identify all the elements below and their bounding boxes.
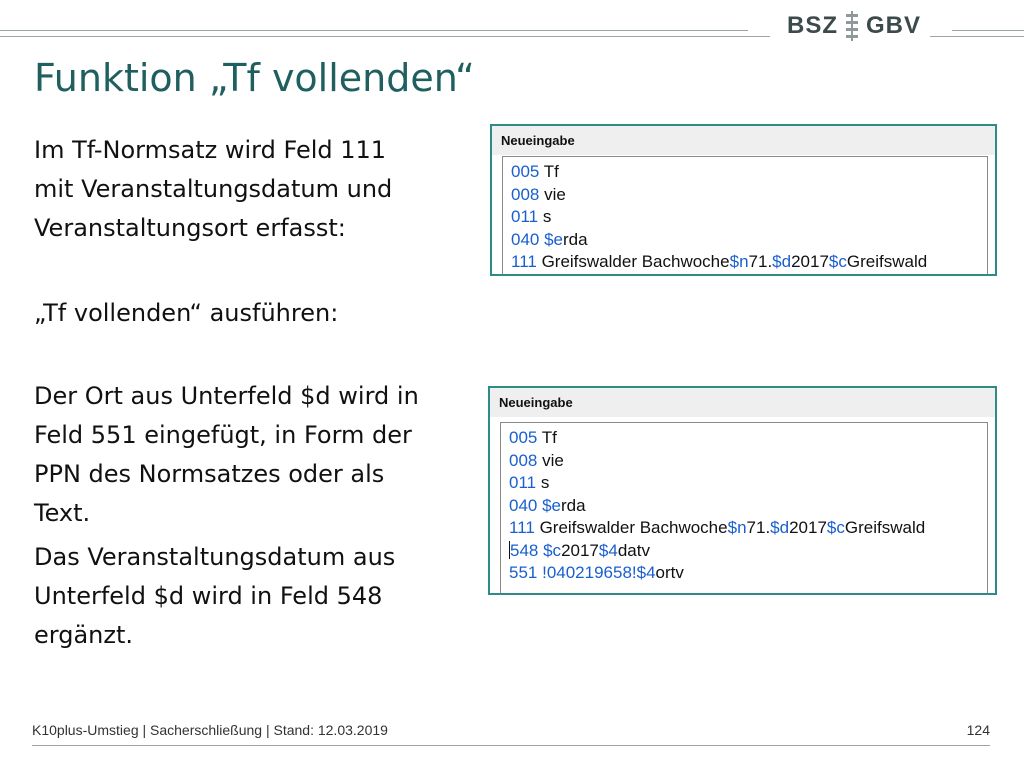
paragraph-intro (34, 131, 484, 248)
field-value: 71. (748, 252, 773, 271)
field-value: Greifswalder Bachwoche (536, 252, 730, 271)
subfield-code: $d (772, 252, 792, 271)
field-value: 71. (746, 518, 771, 537)
record-editor-before[interactable] (502, 156, 988, 274)
field-value: 2017 (561, 540, 599, 560)
text-line: Feld 551 eingefügt, in Form der (34, 421, 412, 449)
record-field-line[interactable] (511, 161, 987, 184)
field-tag: 008 (511, 184, 540, 204)
field-tag: 008 (509, 450, 538, 470)
subfield-code: $c (828, 252, 847, 271)
record-field-line[interactable] (509, 427, 987, 450)
record-field-line[interactable] (511, 229, 987, 252)
record-panel-after (488, 386, 997, 595)
subfield-code: $4 (598, 540, 618, 560)
field-tag: 040 (511, 229, 540, 249)
field-value: rda (563, 229, 588, 249)
field-tag: 011 (511, 207, 539, 226)
text-line: Im Tf-Normsatz wird Feld 111 (34, 136, 387, 164)
subfield-code: $e (539, 229, 564, 249)
field-value: Greifswalder Bachwoche (534, 518, 728, 537)
field-value: Tf (539, 162, 559, 181)
footer-text: K10plus-Umstieg | Sacherschließung | Stand: 12.03.2019 (32, 722, 388, 738)
footer-rule (32, 745, 990, 746)
text-line: Veranstaltungsort erfasst: (34, 214, 346, 242)
field-value: 2017 (791, 252, 829, 271)
record-field-line[interactable] (509, 540, 987, 563)
header-rule-lower (0, 36, 770, 37)
record-field-line[interactable] (509, 517, 987, 540)
field-value: s (538, 207, 552, 226)
logo-separator-icon (844, 11, 860, 41)
logo-text-bsz: BSZ (787, 12, 838, 39)
field-tag: 011 (509, 473, 537, 492)
record-field-line[interactable] (511, 206, 987, 229)
field-value: Greifswald (844, 518, 926, 537)
logo-text-gbv: GBV (866, 12, 922, 39)
record-field-line[interactable] (509, 450, 987, 473)
header-rule-right-lower (930, 36, 1024, 37)
record-panel-before (490, 124, 997, 276)
panel-heading: Neueingabe (490, 388, 995, 417)
text-line: Das Veranstaltungsdatum aus (34, 543, 396, 571)
field-tag: 005 (509, 428, 538, 447)
record-field-line[interactable] (511, 251, 987, 274)
text-line: mit Veranstaltungsdatum und (34, 175, 393, 203)
field-value: Greifswald (846, 252, 928, 271)
panel-heading: Neueingabe (492, 126, 995, 155)
subfield-code: $c (538, 540, 562, 560)
subfield-code: $n (727, 518, 747, 537)
field-value: rda (561, 495, 586, 515)
field-tag: 111 (511, 252, 537, 271)
field-value: ortv (655, 563, 684, 582)
subfield-code: $e (537, 495, 562, 515)
field-tag: 551 (509, 563, 538, 582)
record-field-line[interactable] (509, 495, 987, 518)
paragraph-place (34, 377, 484, 533)
text-line: ergänzt. (34, 621, 133, 649)
subfield-code: $d (770, 518, 790, 537)
subfield-code: $n (729, 252, 749, 271)
field-tag: 548 (510, 540, 539, 560)
field-value: vie (539, 184, 566, 204)
field-tag: 040 (509, 495, 538, 515)
text-line: „Tf vollenden“ ausführen: (34, 299, 339, 327)
text-line: PPN des Normsatzes oder als (34, 460, 385, 488)
field-tag: 005 (511, 162, 540, 181)
record-field-line[interactable] (511, 184, 987, 207)
paragraph-date (34, 538, 484, 655)
text-line: Unterfeld $d wird in Feld 548 (34, 582, 383, 610)
field-tag: 111 (509, 518, 535, 537)
subfield-code: $c (826, 518, 845, 537)
record-field-line[interactable] (509, 562, 987, 585)
paragraph-action (34, 294, 484, 333)
field-value: s (536, 473, 550, 492)
field-value: 2017 (789, 518, 827, 537)
page-number: 124 (966, 722, 990, 738)
field-value: Tf (537, 428, 557, 447)
header-rule-right-upper (952, 30, 1024, 31)
record-field-line[interactable] (509, 472, 987, 495)
subfield-code: !040219658!$4 (537, 563, 656, 582)
text-line: Text. (34, 499, 91, 527)
text-line: Der Ort aus Unterfeld $d wird in (34, 382, 419, 410)
header-rule-upper (0, 30, 748, 31)
bsz-gbv-logo (787, 8, 921, 44)
field-value: datv (617, 540, 650, 560)
slide-title: Funktion „Tf vollenden“ (34, 56, 475, 100)
field-value: vie (537, 450, 564, 470)
record-editor-after[interactable] (500, 422, 988, 593)
